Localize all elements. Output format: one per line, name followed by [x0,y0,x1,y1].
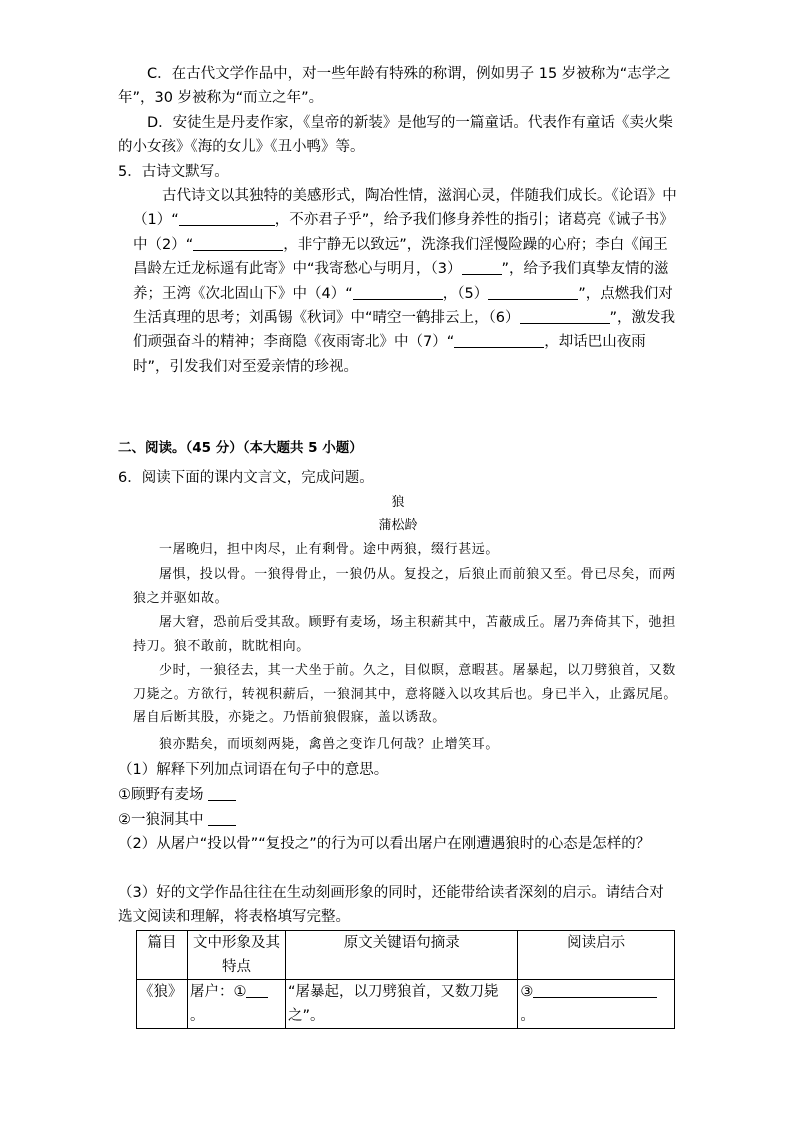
blank-7[interactable] [454,333,544,348]
section-2-heading: 二、阅读。（45 分）（本大题共 5 小题） [118,440,363,456]
passage-paragraph-4: 少时，一狼径去，其一犬坐于前。久之，目似瞑，意暇甚。屠暴起，以刀劈狼首，又数刀毙之。方欲行，转视积薪后，一狼洞其中，意将隧入以攻其后也。身已半入，止露尻尾。屠自后断其股，亦毙之。乃悟前狼假寐，盖以诱敌。 [133,663,678,726]
cell-quote: “屠暴起，以刀劈狼首，又数刀毙之”。 [286,980,518,1029]
question-5-body: 古代诗文以其独特的美感形式，陶冶性情，滋润心灵，伴随我们成长。《论语》中（1）“ ，不亦君子乎”，给予我们修身养性的指引；诸葛亮《诫子书》中（2）“ ，非宁静无以致远”，洗涤我们淫慢险躁的心府；李白《闻王昌龄左迁龙标遥有此寄》中“我寄愁心与明月，（3） ”，给予我们真挚友情的滋养；王湾《次北固山下》中（4）“ ，（5） ”，点燃我们对生活真理的思考；刘禹锡《秋词》中“晴空一鹤排云上，（6） ”，激发我们顽强奋斗的精神；李商隐《夜雨寄北》中（7）“ ，却话巴山夜雨时”，引发我们对至爱亲情的珍视。 [133,188,677,375]
blank-2[interactable] [193,236,283,251]
answer-blank-insight[interactable] [533,983,657,998]
answer-blank-image[interactable] [246,983,268,998]
header-cell-insight: 阅读启示 [518,931,675,980]
cell-insight[interactable]: ③ 。 [518,980,675,1029]
table-header-row [137,931,675,980]
passage-paragraph-2: 屠惧，投以骨。一狼得骨止，一狼仍从。复投之，后狼止而前狼又至。骨已尽矣，而两狼之并驱如故。 [133,567,676,606]
passage-paragraph-1: 一屠晚归，担中肉尽，止有剩骨。途中两狼，缀行甚远。 [159,542,500,557]
sub-question-1a: ①顾野有麦场 [118,783,678,807]
header-cell-image: 文中形象及其特点 [187,931,285,980]
passage-author: 蒲松龄 [378,518,418,533]
cell-image[interactable]: 屠户：① 。 [187,980,285,1029]
answer-blank-1b[interactable] [208,811,236,826]
table-row [137,980,675,1029]
passage-paragraph-3: 屠大窘，恐前后受其敌。顾野有麦场，场主积薪其中，苫蔽成丘。屠乃奔倚其下，弛担持刀。狼不敢前，眈眈相向。 [133,615,676,654]
blank-1[interactable] [179,211,275,226]
option-c: C．在古代文学作品中，对一些年龄有特殊的称谓，例如男子 15 岁被称为“志学之年”，30 岁被称为“而立之年”。 [118,66,671,106]
cell-title: 《狼》 [137,980,188,1029]
passage-paragraph-5: 狼亦黠矣，而顷刻两毙，禽兽之变诈几何哉？止增笑耳。 [159,737,500,752]
sub-question-1: （1）解释下列加点词语在句子中的意思。 [118,762,389,778]
question-6-title: 6．阅读下面的课内文言文，完成问题。 [118,470,374,486]
sub-question-1b: ②一狼洞其中 [118,808,678,832]
passage-title: 狼 [391,495,405,510]
header-cell-quote: 原文关键语句摘录 [286,931,518,980]
blank-6[interactable] [520,309,610,324]
sub-question-3: （3）好的文学作品往往在生动刻画形象的同时，还能带给读者深刻的启示。请结合对选文阅读和理解，将表格填写完整。 [118,885,664,925]
header-cell-title: 篇目 [137,931,188,980]
sub-question-2: （2）从屠户“投以骨”“复投之”的行为可以看出屠户在刚遭遇狼时的心态是怎样的？ [118,836,651,852]
answer-table [136,930,675,1029]
blank-4[interactable] [353,285,443,300]
option-d: D．安徒生是丹麦作家，《皇帝的新装》是他写的一篇童话。代表作有童话《卖火柴的小女孩》《海的女儿》《丑小鸭》等。 [118,115,673,155]
blank-3[interactable] [462,260,502,275]
answer-blank-1a[interactable] [208,786,236,801]
question-5-title: 5．古诗文默写。 [118,164,229,180]
blank-5[interactable] [488,285,578,300]
